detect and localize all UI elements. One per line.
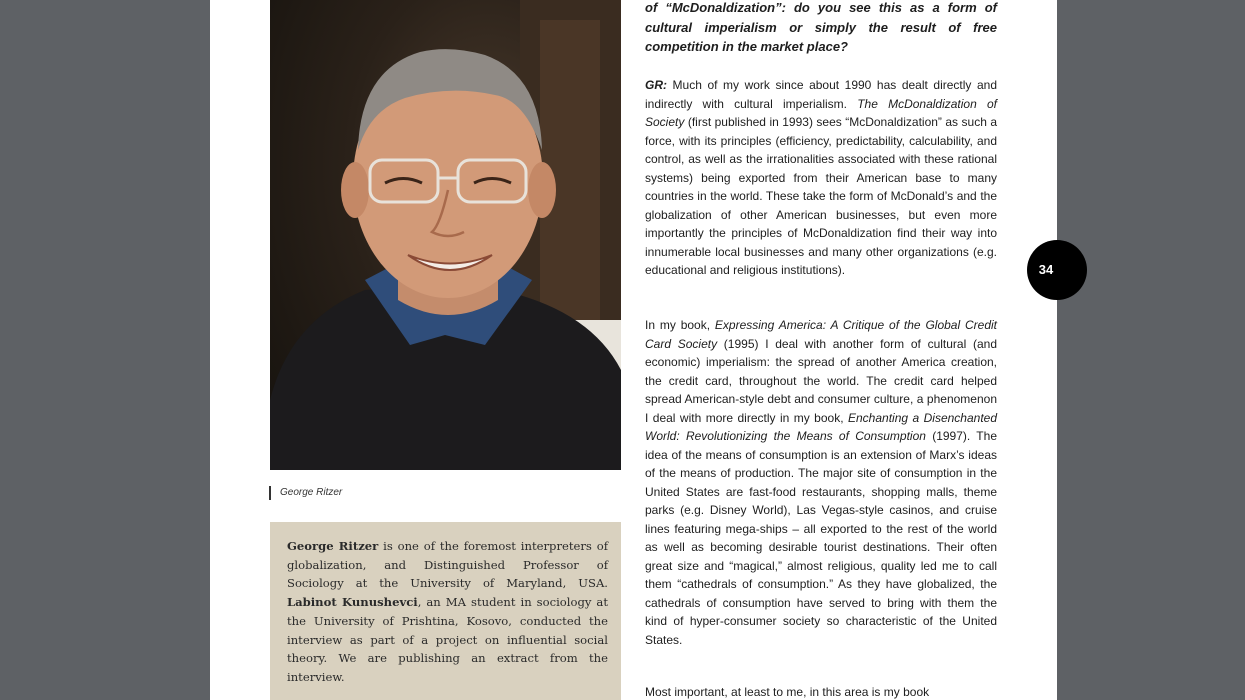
document-page <box>210 0 1057 700</box>
answer-label: GR: <box>645 78 667 92</box>
page-number: 34 <box>1038 262 1054 277</box>
answer-paragraph-1 <box>645 76 997 280</box>
bio-text <box>287 537 608 687</box>
right-ear <box>528 162 556 218</box>
caption-marker <box>269 486 271 500</box>
answer-p2-text-3: (1997). The idea of the means of consumption is an extension of Marx’s ideas of the means of production. The major site of consumption in the United States are fast-food restaurants, shopping malls, theme parks (e.g. Disney World), Las Vegas-style casinos, and cruise lines featuring mega-ships – all exported to the rest of the world as well as becoming desirable tourist destinations. Their often great size and “magical,” almost religious, quality led me to call them “cathedrals of consumption.” As they have globalized, the cathedrals of consumption have served to bring with them the kind of hyper-consumer society so characteristic of the United States. <box>645 429 997 647</box>
book-title-enchanting: Enchanting a Disenchanted World: Revolutionizing the Means of Consumption <box>645 410 997 443</box>
answer-paragraph-3: Most important, at least to me, in this area is my book <box>645 685 930 699</box>
bio-text-1: is one of the foremost interpreters of globalization, and Distinguished Professor of Sociology at the University of Maryland, USA. <box>287 539 608 591</box>
answer-p1-text-1: Much of my work since about 1990 has dealt directly and indirectly with cultural imperialism. <box>645 78 997 111</box>
book-title-mcdonaldization: The McDonaldization of Society <box>645 96 997 129</box>
bio-name-kunushevci: Labinot Kunushevci <box>287 595 418 610</box>
answer-p2-text-1: In my book, <box>645 318 715 332</box>
portrait-photo <box>270 0 621 470</box>
book-title-expressing-america: Expressing America: A Critique of the Global Credit Card Society <box>645 318 997 351</box>
photo-caption: George Ritzer <box>280 487 343 498</box>
bio-name-ritzer: George Ritzer <box>287 539 379 553</box>
portrait-illustration <box>270 0 621 470</box>
answer-p2-text-2: (1995) I deal with another form of cultural (and economic) imperialism: the spread of another America creation, the credit card, throughout the world. The credit card helped spread American-style debt and consumer culture, a phenomenon I deal with more directly in my book, <box>645 336 997 425</box>
interview-question: of “McDonaldization”: do you see this as a form of cultural imperialism or simply the result of free competition in the market place? <box>645 0 997 54</box>
answer-paragraph-2 <box>645 316 997 649</box>
bio-box <box>270 522 621 700</box>
answer-p1-text-2: (first published in 1993) sees “McDonaldization” as such a force, with its principles (efficiency, predictability, calculability, and control, as well as the irrationalities associated with these rational systems) being exported from their American base to many countries in the world. These take the form of McDonald’s and the globalization of other American businesses, but even more importantly the principles of McDonaldization find their way into innumerable local businesses and many other organizations (e.g. educational and religious institutions). <box>645 115 997 277</box>
bio-text-2: , an MA student in sociology at the University of Prishtina, Kosovo, conducted the interview as part of a project on influential social theory. We are publishing an extract from the interview. <box>287 595 608 684</box>
left-ear <box>341 162 369 218</box>
